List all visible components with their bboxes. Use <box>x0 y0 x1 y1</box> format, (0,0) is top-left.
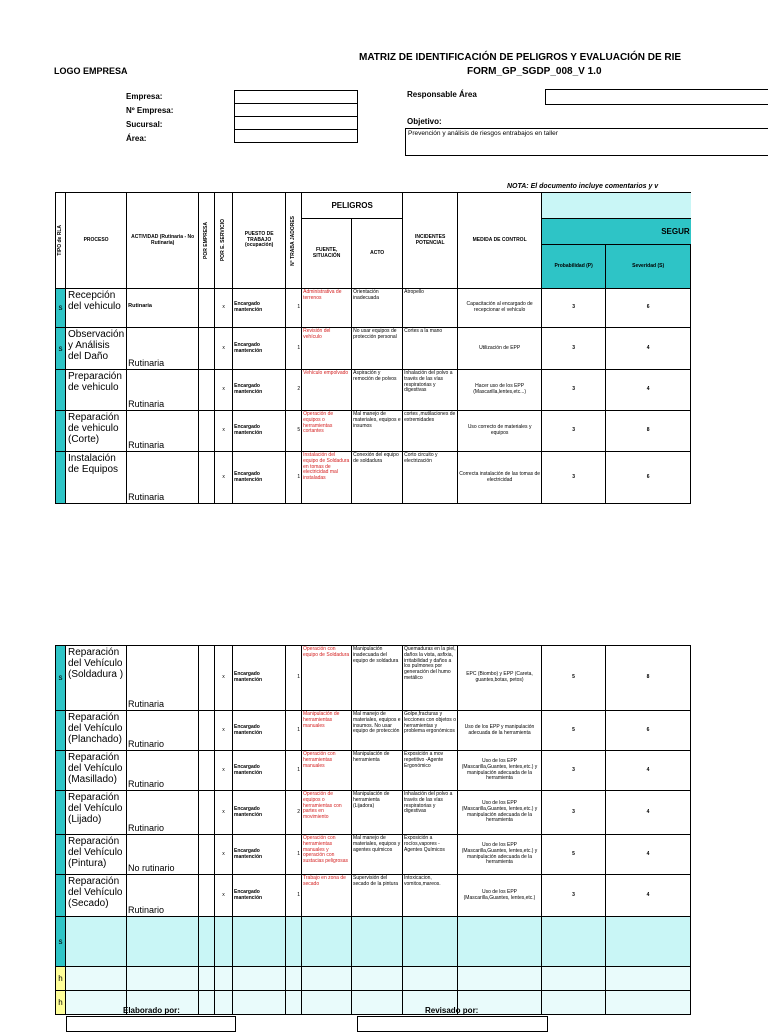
row-fuente: Operación con herramientas manuales <box>302 751 352 791</box>
objetivo-label: Objetivo: <box>407 117 442 126</box>
row-proceso <box>66 835 127 875</box>
row-proceso-text: Instalación de Equipos <box>68 453 119 475</box>
table-row <box>56 411 691 452</box>
col-probabilidad: Probabilidad (P) <box>542 245 606 289</box>
row-empty-cell <box>286 967 302 991</box>
revisado-field[interactable] <box>357 1016 548 1032</box>
row-incidentes: Corto circuito y electrización <box>403 452 458 504</box>
table-row <box>56 370 691 411</box>
row-severidad: 4 <box>606 875 691 917</box>
row-puesto: Encargado mantención <box>233 646 286 711</box>
row-severidad: 6 <box>606 289 691 328</box>
row-actividad-text: No rutinario <box>128 862 175 873</box>
row-proceso <box>66 875 127 917</box>
row-empty-cell <box>215 917 233 967</box>
row-tipo <box>56 791 66 835</box>
row-actividad-text: Rutinario <box>128 778 165 789</box>
document-title: MATRIZ DE IDENTIFICACIÓN DE PELIGROS Y EVALUACIÓN DE RIE <box>359 52 682 63</box>
row-empty-cell <box>286 991 302 1015</box>
empresa-label: Empresa: <box>126 92 163 101</box>
row-incidentes: cortes ,mutilaciones de extremidades <box>403 411 458 452</box>
col-seguridad: SEGUR <box>542 219 691 245</box>
row-proceso <box>66 791 127 835</box>
col-tipo: TIPO de RLA <box>56 193 66 289</box>
row-puesto: Encargado mantención <box>233 711 286 751</box>
row-actividad <box>127 835 199 875</box>
table-row <box>56 875 691 917</box>
row-fuente: Administrativa de terrenos <box>302 289 352 328</box>
row-proceso-text: Reparación del Vehículo (Masillado) <box>68 752 123 785</box>
row-fuente: Operación de equipos o herramientas cortantes <box>302 411 352 452</box>
row-incidentes: Intoxicacion, vomitos,mareos. <box>403 875 458 917</box>
row-tipo: h <box>56 991 66 1015</box>
table-row <box>56 791 691 835</box>
row-tipo: s <box>56 646 66 711</box>
row-proceso-text: Reparación del Vehículo (Lijado) <box>68 792 123 825</box>
row-medida: Utilización de EPP <box>458 328 542 370</box>
row-proceso-text: Reparación del Vehículo (Planchado) <box>68 712 123 745</box>
row-empty-cell <box>606 917 691 967</box>
row-fuente: Trabajo en zona de secado <box>302 875 352 917</box>
row-empty-cell <box>352 917 403 967</box>
row-proceso-text: Reparación del Vehículo (Soldadura ) <box>68 647 124 680</box>
row-por-servicio: x <box>215 791 233 835</box>
row-puesto: Encargado mantención <box>233 452 286 504</box>
row-medida: Uso de los EPP (Mascarilla,Guantes, lentes,etc.) y manipulación adecuada de la herramienta <box>458 835 542 875</box>
row-actividad <box>127 328 199 370</box>
row-puesto: Encargado mantención <box>233 835 286 875</box>
row-acto: No usar equipos de protección personal <box>352 328 403 370</box>
row-empty-cell <box>302 917 352 967</box>
row-proceso-text: Preparación de vehiculo <box>68 371 122 393</box>
row-empty-cell <box>215 991 233 1015</box>
row-actividad <box>127 875 199 917</box>
row-proceso <box>66 370 127 411</box>
row-actividad-text: Rutinaria <box>128 698 165 709</box>
row-probabilidad: 5 <box>542 646 606 711</box>
row-n-trabajadores: 1 <box>286 452 302 504</box>
row-acto: Manipulación inadecuada del equipo de soldadura <box>352 646 403 711</box>
row-proceso <box>66 328 127 370</box>
n-empresa-label: Nº Empresa: <box>126 106 174 115</box>
responsable-label: Responsable Área <box>407 90 477 99</box>
col-proceso: PROCESO <box>66 193 127 289</box>
row-probabilidad: 5 <box>542 711 606 751</box>
area-field[interactable] <box>234 129 358 143</box>
row-actividad <box>127 751 199 791</box>
row-acto: Manipulación de herramienta <box>352 751 403 791</box>
row-medida: Uso de los EPP (Mascarilla,Guantes, lentes,etc.) y manipulación adecuada de la herramienta <box>458 751 542 791</box>
row-empty-cell <box>215 967 233 991</box>
row-medida: Uso de los EPP (Mascarilla,Guantes, lentes,etc.) y manipulación adecuada de la herramienta <box>458 791 542 835</box>
row-proceso <box>66 711 127 751</box>
row-n-trabajadores: 1 <box>286 875 302 917</box>
row-por-servicio: x <box>215 646 233 711</box>
table-row-empty <box>56 967 691 991</box>
row-probabilidad: 3 <box>542 289 606 328</box>
row-actividad-text: Rutinaria <box>128 303 152 309</box>
objetivo-field[interactable]: Prevención y análisis de riesgos entrabajos en taller <box>405 128 768 156</box>
risk-matrix-table-top <box>55 192 691 504</box>
row-actividad-text: Rutinario <box>128 822 165 833</box>
row-por-empresa <box>199 751 215 791</box>
col-puesto: PUESTO DE TRABAJO (ocupación) <box>233 193 286 289</box>
revisado-label: Revisado por: <box>425 1006 479 1015</box>
row-probabilidad: 5 <box>542 835 606 875</box>
row-por-empresa <box>199 835 215 875</box>
row-incidentes: Cortes a la mano <box>403 328 458 370</box>
row-actividad-text: Rutinario <box>128 738 165 749</box>
table-row <box>56 835 691 875</box>
row-actividad-text: Rutinaria <box>128 491 165 502</box>
col-severidad: Severidad (S) <box>606 245 691 289</box>
row-por-empresa <box>199 646 215 711</box>
row-empty-cell <box>542 917 606 967</box>
row-fuente: Operación de equipos o herramientas con partes en movimiento <box>302 791 352 835</box>
row-por-empresa <box>199 452 215 504</box>
row-actividad <box>127 289 199 328</box>
row-fuente: Revisión del vehículo <box>302 328 352 370</box>
row-fuente: Instalación del equipo de Soldadura en tomas de electricidad mal instaladas <box>302 452 352 504</box>
row-empty-cell <box>302 991 352 1015</box>
row-n-trabajadores: 1 <box>286 328 302 370</box>
row-puesto: Encargado mantención <box>233 289 286 328</box>
row-proceso-text: Reparación del Vehículo (Pintura) <box>68 836 123 869</box>
row-empty-cell <box>233 991 286 1015</box>
row-empty-cell <box>286 917 302 967</box>
row-actividad-text: Rutinaria <box>128 357 165 368</box>
row-acto: Mal manejo de materiales, equipos y agentes químicos <box>352 835 403 875</box>
row-proceso-text: Reparación del Vehículo (Secado) <box>68 876 123 909</box>
row-probabilidad: 3 <box>542 328 606 370</box>
row-empty-cell <box>233 917 286 967</box>
row-puesto: Encargado mantención <box>233 751 286 791</box>
row-por-servicio: x <box>215 751 233 791</box>
row-empty-cell <box>352 991 403 1015</box>
row-por-empresa <box>199 370 215 411</box>
row-probabilidad: 3 <box>542 370 606 411</box>
row-por-empresa <box>199 289 215 328</box>
row-severidad: 4 <box>606 751 691 791</box>
row-empty-cell <box>66 967 127 991</box>
row-tipo: s <box>56 289 66 328</box>
row-acto: Mal manejo de materiales, equipos e insumos <box>352 411 403 452</box>
row-actividad <box>127 791 199 835</box>
row-por-empresa <box>199 328 215 370</box>
row-empty-cell <box>302 967 352 991</box>
row-tipo <box>56 411 66 452</box>
row-empty-cell <box>458 967 542 991</box>
col-por-servicio: POR E. SERVICIO <box>215 193 233 289</box>
row-tipo <box>56 452 66 504</box>
row-por-servicio: x <box>215 711 233 751</box>
row-probabilidad: 3 <box>542 452 606 504</box>
col-n-trabajadores: N° TRABA JADORES <box>286 193 302 289</box>
row-proceso-text: Reparación de vehiculo (Corte) <box>68 412 120 445</box>
row-por-servicio: x <box>215 411 233 452</box>
table-row-empty <box>56 917 691 967</box>
row-incidentes: Exposición a mov repetitivo -Agente Ergonómico <box>403 751 458 791</box>
n-empresa-field[interactable] <box>234 103 358 117</box>
row-actividad-text: Rutinaria <box>128 398 165 409</box>
row-acto: Aspiración y remoción de polvos <box>352 370 403 411</box>
row-por-servicio: x <box>215 289 233 328</box>
row-medida: Uso de los EPP (Mascarilla,Guantes, lentes,etc.) <box>458 875 542 917</box>
row-medida: EPC (Biombo) y EPP (Careta, guantes,botas, petos) <box>458 646 542 711</box>
row-actividad <box>127 711 199 751</box>
row-severidad: 4 <box>606 835 691 875</box>
row-severidad: 6 <box>606 452 691 504</box>
row-empty-cell <box>542 991 606 1015</box>
row-incidentes: Quemaduras en la piel, daños la vista, asfixia, irritabilidad y daños a los pulmones por generación del humo metálico <box>403 646 458 711</box>
row-empty-cell <box>606 991 691 1015</box>
nota-text: NOTA: El documento incluye comentarios y v <box>507 183 659 190</box>
row-fuente: Vehículo empolvado <box>302 370 352 411</box>
row-n-trabajadores: 2 <box>286 791 302 835</box>
form-code: FORM_GP_SGDP_008_V 1.0 <box>467 66 602 77</box>
row-probabilidad: 3 <box>542 875 606 917</box>
row-acto: Mal manejo de materiales, equipos e insumos. No usar equipo de protección <box>352 711 403 751</box>
row-proceso <box>66 452 127 504</box>
row-proceso-text: Recepción del vehiculo <box>68 290 121 312</box>
row-severidad: 4 <box>606 791 691 835</box>
row-n-trabajadores: 1 <box>286 646 302 711</box>
row-por-servicio: x <box>215 328 233 370</box>
responsable-field[interactable] <box>545 89 768 105</box>
col-medida: MEDIDA DE CONTROL <box>458 193 542 289</box>
row-por-empresa <box>199 791 215 835</box>
row-tipo: s <box>56 328 66 370</box>
row-por-empresa <box>199 711 215 751</box>
sucursal-label: Sucursal: <box>126 120 163 129</box>
row-proceso <box>66 751 127 791</box>
col-por-empresa: POR EMPRESA <box>199 193 215 289</box>
row-actividad <box>127 452 199 504</box>
row-proceso-text: Observación y Análisis del Daño <box>68 329 125 362</box>
row-tipo <box>56 751 66 791</box>
row-proceso <box>66 411 127 452</box>
row-acto: Supervisión del secado de la pintura <box>352 875 403 917</box>
row-fuente: Operación con herramientas manuales y operación con sustacias peligrosas <box>302 835 352 875</box>
col-incidentes: INCIDENTES POTENCIAL <box>403 193 458 289</box>
company-logo: LOGO EMPRESA <box>54 66 128 76</box>
row-empty-cell <box>233 967 286 991</box>
row-puesto: Encargado mantención <box>233 791 286 835</box>
row-medida: Capacitación al encargado de recepcionar el vehículo <box>458 289 542 328</box>
header-cyan-band <box>542 193 691 219</box>
area-label: Área: <box>126 134 147 143</box>
row-n-trabajadores: 1 <box>286 835 302 875</box>
col-actividad: ACTIVIDAD (Rutinaria - No Rutinaria) <box>127 193 199 289</box>
row-empty-cell <box>66 917 127 967</box>
row-actividad <box>127 411 199 452</box>
row-probabilidad: 3 <box>542 791 606 835</box>
row-n-trabajadores: 2 <box>286 370 302 411</box>
row-severidad: 6 <box>606 711 691 751</box>
row-n-trabajadores: 1 <box>286 289 302 328</box>
row-tipo: s <box>56 917 66 967</box>
row-empty-cell <box>352 967 403 991</box>
row-empty-cell <box>199 917 215 967</box>
risk-matrix-table-bottom <box>55 645 691 1015</box>
row-por-servicio: x <box>215 835 233 875</box>
row-empty-cell <box>403 917 458 967</box>
row-medida: Hacer uso de los EPP (Mascarilla,lentes,etc...) <box>458 370 542 411</box>
row-puesto: Encargado mantención <box>233 411 286 452</box>
row-incidentes: Inhalación del polvo a través de las vías respiratorias y digestivas <box>403 791 458 835</box>
row-empty-cell <box>66 991 127 1015</box>
row-tipo <box>56 370 66 411</box>
row-severidad: 4 <box>606 370 691 411</box>
row-puesto: Encargado mantención <box>233 370 286 411</box>
row-empty-cell <box>199 967 215 991</box>
row-n-trabajadores: 5 <box>286 411 302 452</box>
row-tipo: h <box>56 967 66 991</box>
row-empty-cell <box>199 991 215 1015</box>
row-empty-cell <box>127 917 199 967</box>
row-incidentes: Exposición a rocíos,vapores - Agentes Químicos <box>403 835 458 875</box>
row-incidentes: Inhalación del polvo a través de las vías respiratorias y digestivas <box>403 370 458 411</box>
row-proceso <box>66 289 127 328</box>
table-row <box>56 289 691 328</box>
row-severidad: 8 <box>606 411 691 452</box>
row-acto: Manipulación de herramienta (Lijadora) <box>352 791 403 835</box>
row-empty-cell <box>542 967 606 991</box>
table-row <box>56 751 691 791</box>
row-severidad: 8 <box>606 646 691 711</box>
row-actividad <box>127 370 199 411</box>
row-actividad-text: Rutinaria <box>128 439 165 450</box>
row-empty-cell <box>403 967 458 991</box>
row-por-servicio: x <box>215 452 233 504</box>
row-empty-cell <box>606 967 691 991</box>
row-medida: Uso de los EPP y manipulación adecuada de la herramienta <box>458 711 542 751</box>
col-peligros: PELIGROS <box>302 193 403 219</box>
row-tipo <box>56 711 66 751</box>
row-por-servicio: x <box>215 875 233 917</box>
row-acto: Conexión del equipo de soldadura <box>352 452 403 504</box>
elaborado-label: Elaborado por: <box>123 1006 180 1015</box>
empresa-field[interactable] <box>234 90 358 104</box>
row-por-empresa <box>199 875 215 917</box>
row-proceso <box>66 646 127 711</box>
row-fuente: Operación con equipo de Soldadura <box>302 646 352 711</box>
row-actividad-text: Rutinario <box>128 904 165 915</box>
row-tipo <box>56 835 66 875</box>
row-n-trabajadores: 1 <box>286 711 302 751</box>
row-puesto: Encargado mantención <box>233 328 286 370</box>
table-row <box>56 452 691 504</box>
row-empty-cell <box>458 917 542 967</box>
table-row <box>56 646 691 711</box>
row-por-empresa <box>199 411 215 452</box>
row-por-servicio: x <box>215 370 233 411</box>
row-severidad: 4 <box>606 328 691 370</box>
row-tipo <box>56 875 66 917</box>
sucursal-field[interactable] <box>234 116 358 130</box>
col-fuente: FUENTE, SITUACIÓN <box>302 219 352 289</box>
row-fuente: Manipulación de herramientas manuales <box>302 711 352 751</box>
row-n-trabajadores: 1 <box>286 751 302 791</box>
row-puesto: Encargado mantención <box>233 875 286 917</box>
table-row <box>56 711 691 751</box>
table-row <box>56 328 691 370</box>
elaborado-field[interactable] <box>66 1016 236 1032</box>
row-medida: Correcta instalación de las tomas de electricidad <box>458 452 542 504</box>
row-incidentes: Golpe,fracturas y lecciones con objetos o herramientas y problema ergonómicos <box>403 711 458 751</box>
row-actividad <box>127 646 199 711</box>
row-empty-cell <box>127 967 199 991</box>
col-acto: ACTO <box>352 219 403 289</box>
row-medida: Uso correcto de materiales y equipos <box>458 411 542 452</box>
row-acto: Orientación inadecuada <box>352 289 403 328</box>
row-probabilidad: 3 <box>542 751 606 791</box>
row-probabilidad: 3 <box>542 411 606 452</box>
row-incidentes: Atropello <box>403 289 458 328</box>
